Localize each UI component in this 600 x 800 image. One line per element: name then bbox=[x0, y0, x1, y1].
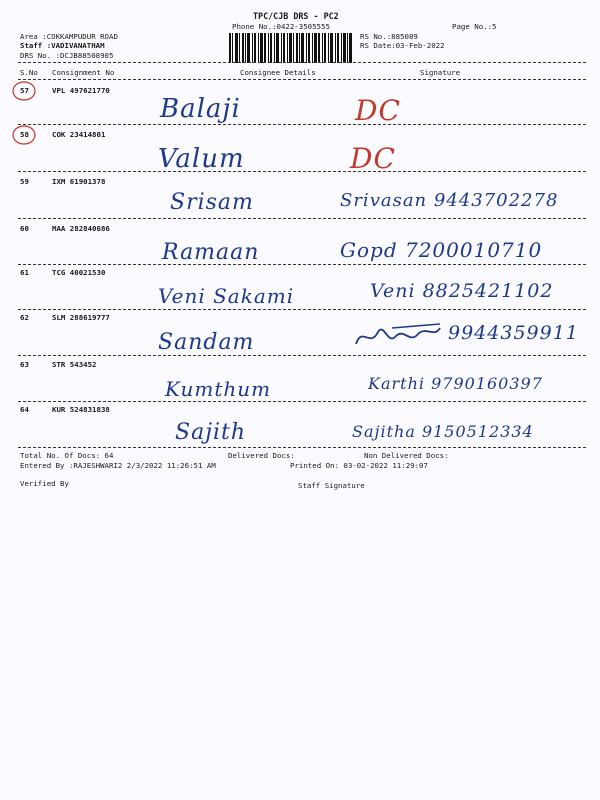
rs-date: RS Date:03-Feb-2022 bbox=[360, 41, 445, 50]
handwritten-name: Kumthum bbox=[165, 377, 272, 401]
staff-label: Staff :VADIVANATHAM bbox=[20, 41, 105, 50]
handwritten-status: Gopd 7200010710 bbox=[340, 238, 543, 262]
rs-number: RS No.:885089 bbox=[360, 32, 418, 41]
handwritten-status: 9944359911 bbox=[448, 322, 579, 344]
row-consignment-no: MAA 282840686 bbox=[52, 224, 110, 233]
row-consignment-no: STR 543452 bbox=[52, 360, 97, 369]
row-sno: 61 bbox=[20, 268, 29, 277]
handwritten-name: Sandam bbox=[158, 330, 255, 355]
row-sno: 64 bbox=[20, 405, 29, 414]
page-number: Page No.:5 bbox=[452, 22, 497, 31]
row-sno: 63 bbox=[20, 360, 29, 369]
handwritten-status: Karthi 9790160397 bbox=[368, 374, 543, 393]
document-title: TPC/CJB DRS - PC2 bbox=[253, 11, 339, 21]
handwritten-name: Srisam bbox=[170, 190, 254, 215]
phone-number: Phone No.:0422-3505555 bbox=[232, 22, 330, 31]
column-header-sno: S.No bbox=[20, 68, 38, 77]
handwritten-status: DC bbox=[350, 142, 396, 175]
column-header-signature: Signature bbox=[420, 68, 461, 77]
row-sno: 57 bbox=[20, 86, 29, 95]
handwritten-status: Veni 8825421102 bbox=[370, 280, 554, 302]
handwritten-status: Srivasan 9443702278 bbox=[340, 190, 559, 211]
handwritten-name: Sajith bbox=[175, 420, 247, 445]
barcode bbox=[229, 33, 352, 63]
verified-by-label: Verified By bbox=[20, 479, 69, 488]
row-consignment-no: KUR 524831838 bbox=[52, 405, 110, 414]
row-sno: 60 bbox=[20, 224, 29, 233]
row-sno: 62 bbox=[20, 313, 29, 322]
row-sno: 58 bbox=[20, 130, 29, 139]
handwritten-name: Valum bbox=[158, 144, 245, 174]
delivered-docs: Delivered Docs: bbox=[228, 451, 295, 460]
handwritten-signature-scribble bbox=[352, 318, 444, 350]
handwritten-status: Sajitha 9150512334 bbox=[352, 422, 534, 441]
non-delivered-docs: Non Delivered Docs: bbox=[364, 451, 449, 460]
row-consignment-no: IXM 61901378 bbox=[52, 177, 106, 186]
total-docs: Total No. Of Docs: 64 bbox=[20, 451, 114, 460]
handwritten-name: Balaji bbox=[160, 94, 241, 124]
row-consignment-no: COK 23414801 bbox=[52, 130, 106, 139]
handwritten-status: DC bbox=[355, 94, 401, 127]
row-sno: 59 bbox=[20, 177, 29, 186]
row-consignment-no: TCG 40021530 bbox=[52, 268, 106, 277]
drs-number: DRS No. :DCJB88508905 bbox=[20, 51, 114, 60]
column-header-consignee: Consignee Details bbox=[240, 68, 316, 77]
staff-signature-label: Staff Signature bbox=[298, 481, 365, 490]
handwritten-name: Ramaan bbox=[162, 240, 260, 265]
entered-by: Entered By :RAJESHWARI2 2/3/2022 11:26:51 AM bbox=[20, 461, 216, 470]
column-header-consignment: Consignment No bbox=[52, 68, 115, 77]
row-consignment-no: SLM 288619777 bbox=[52, 313, 110, 322]
area-label: Area :COKKAMPUDUR ROAD bbox=[20, 32, 118, 41]
handwritten-name: Veni Sakami bbox=[158, 284, 295, 308]
row-consignment-no: VPL 497621770 bbox=[52, 86, 110, 95]
printed-on: Printed On: 03-02-2022 11:29:07 bbox=[290, 461, 428, 470]
